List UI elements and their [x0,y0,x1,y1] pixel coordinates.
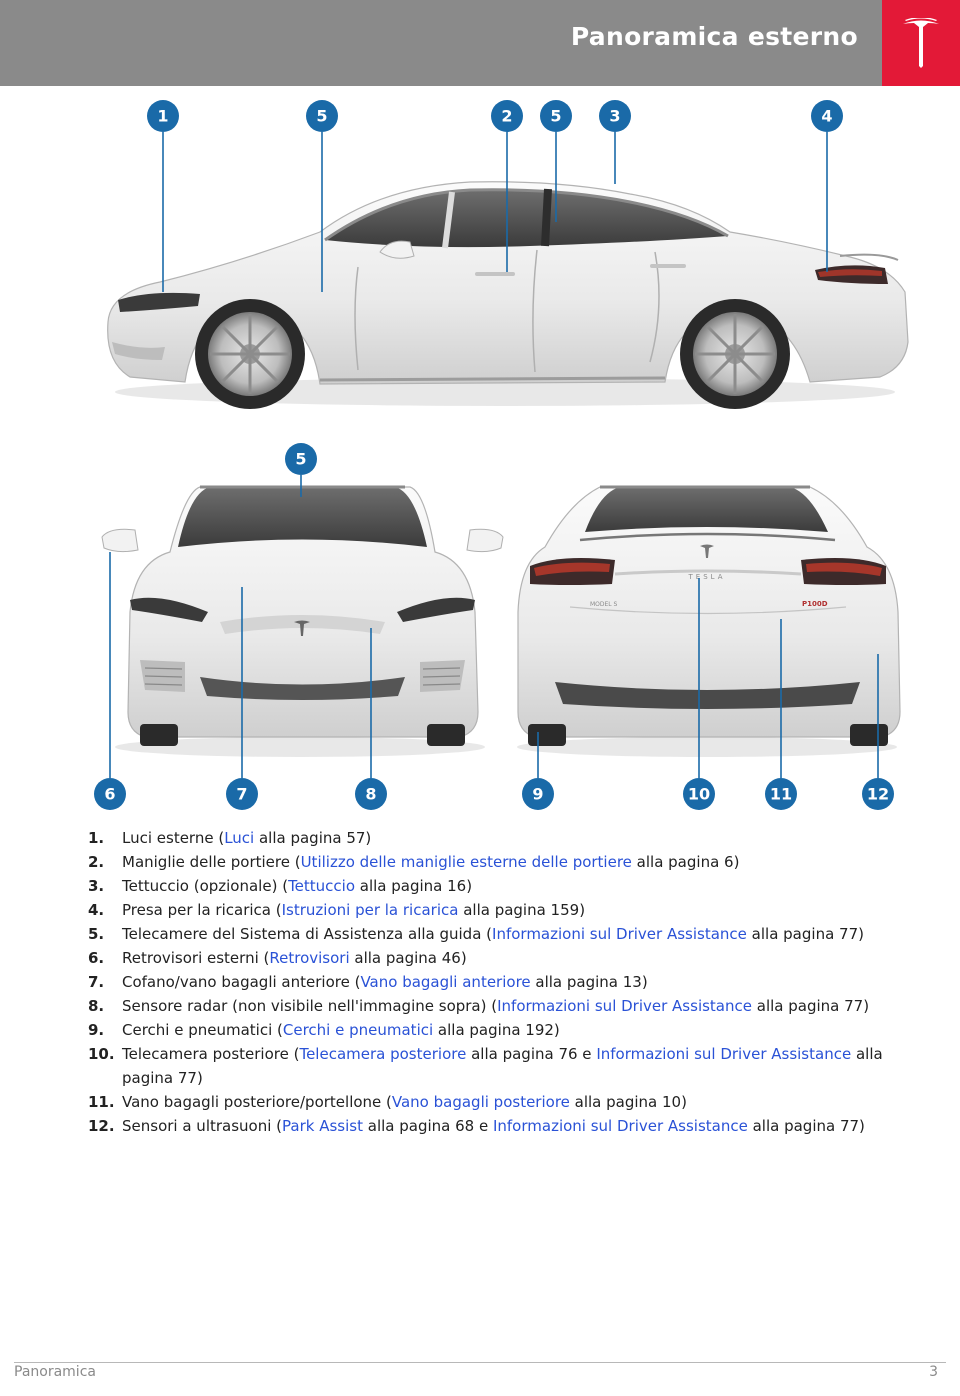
legend-item-text: alla pagina 13) [530,973,648,991]
legend-item-number: 6. [88,949,105,967]
page-header [0,0,960,86]
svg-text:4: 4 [821,106,833,126]
svg-text:6: 6 [104,784,116,804]
svg-text:7: 7 [236,784,248,804]
legend-cross-reference-link[interactable]: Retrovisori [269,949,350,967]
svg-text:8: 8 [365,784,377,804]
legend-item-text: alla pagina 10) [569,1093,687,1111]
front-callout [94,778,126,810]
svg-text:11: 11 [769,784,793,804]
legend-cross-reference-link[interactable]: Informazioni sul Driver Assistance [596,1045,852,1063]
side-callout [599,100,631,132]
legend-item [88,922,918,946]
legend-item-text: Tettuccio (opzionale) ( [122,877,289,895]
legend-item [88,994,918,1018]
rear-callout [862,778,894,810]
legend-item-text: Sensore radar (non visibile nell'immagine sopra) ( [122,997,498,1015]
rear-callout [522,778,554,810]
legend-item-text: Telecamere del Sistema di Assistenza alla guida ( [122,925,493,943]
legend-item-text: alla pagina 77) [751,997,870,1015]
legend-item-text: Telecamera posteriore ( [122,1045,300,1063]
legend-item-text: alla pagina 77) [746,925,864,943]
front-callout [285,443,317,475]
legend-cross-reference-link[interactable]: Informazioni sul Driver Assistance [492,925,747,943]
legend-item-number: 9. [88,1021,105,1039]
legend-cross-reference-link[interactable]: Luci [224,829,255,847]
svg-text:9: 9 [532,784,544,804]
svg-text:12: 12 [866,784,890,804]
legend-item-number: 5. [88,925,105,943]
page-title: Panoramica esterno [570,22,858,51]
legend-item-text: Sensori a ultrasuoni ( [122,1117,283,1135]
legend-item-number: 3. [88,877,105,895]
legend-item-number: 11. [88,1093,115,1111]
legend-item-number: 7. [88,973,105,991]
legend-item-text: alla pagina 77) [122,1045,883,1087]
legend-item-text: alla pagina 16) [355,877,473,895]
car-rear-view [517,487,900,757]
rear-callout [765,778,797,810]
legend-item-number: 8. [88,997,105,1015]
legend-item-number: 10. [88,1045,115,1063]
legend-item-text: Maniglie delle portiere ( [122,853,301,871]
legend-item-text: Luci esterne ( [122,829,225,847]
legend-item-text: Cofano/vano bagagli anteriore ( [122,973,361,991]
legend-item-number: 12. [88,1117,115,1135]
legend-item-text: alla pagina 68 e [362,1117,493,1135]
legend-item [88,1090,918,1114]
svg-text:TESLA: TESLA [688,573,726,581]
svg-text:10: 10 [687,784,711,804]
legend-item [88,826,918,850]
front-callout [355,778,387,810]
svg-text:P100D: P100D [802,600,828,608]
legend-cross-reference-link[interactable]: Informazioni sul Driver Assistance [492,1117,748,1135]
legend-item-text: Presa per la ricarica ( [122,901,282,919]
car-side-view [108,182,908,409]
tesla-logo-icon [901,18,941,68]
legend-item [88,970,918,994]
side-callout [147,100,179,132]
svg-text:5: 5 [316,106,328,126]
legend-item [88,874,918,898]
legend-item [88,850,918,874]
legend-item-number: 1. [88,829,105,847]
legend-cross-reference-link[interactable]: Utilizzo delle maniglie esterne delle portiere [300,853,632,871]
legend-item [88,946,918,970]
legend-item-text: alla pagina 57) [254,829,372,847]
footer-section-name: Panoramica [14,1364,96,1380]
tesla-logo [882,0,960,86]
rear-callout [683,778,715,810]
side-callout [491,100,523,132]
car-front-view [102,487,503,757]
legend-item-number: 4. [88,901,105,919]
legend-item-text: alla pagina 159) [458,901,586,919]
legend-item-text: alla pagina 6) [631,853,740,871]
side-callout [540,100,572,132]
legend-item-text: alla pagina 77) [747,1117,865,1135]
legend-item-text: alla pagina 192) [433,1021,560,1039]
legend-item [88,1018,918,1042]
svg-text:5: 5 [550,106,562,126]
exterior-overview-figure [90,92,920,822]
legend-cross-reference-link[interactable]: Vano bagagli anteriore [360,973,531,991]
legend-cross-reference-link[interactable]: Cerchi e pneumatici [282,1021,434,1039]
legend-cross-reference-link[interactable]: Park Assist [282,1117,363,1135]
legend-cross-reference-link[interactable]: Informazioni sul Driver Assistance [497,997,752,1015]
legend-item-number: 2. [88,853,105,871]
callout-legend-list [88,826,918,1138]
front-callout [226,778,258,810]
legend-item [88,1114,918,1138]
legend-item [88,1042,918,1090]
legend-item-text: alla pagina 46) [349,949,467,967]
svg-text:2: 2 [501,106,513,126]
legend-item-text: Retrovisori esterni ( [122,949,270,967]
legend-cross-reference-link[interactable]: Tettuccio [288,877,356,895]
side-callout [811,100,843,132]
legend-cross-reference-link[interactable]: Vano bagagli posteriore [391,1093,570,1111]
svg-text:5: 5 [295,449,307,469]
footer-page-number: 3 [929,1364,938,1380]
legend-item-text: alla pagina 76 e [466,1045,597,1063]
footer-divider [14,1362,946,1363]
legend-cross-reference-link[interactable]: Telecamera posteriore [299,1045,467,1063]
legend-item [88,898,918,922]
legend-cross-reference-link[interactable]: Istruzioni per la ricarica [281,901,459,919]
svg-text:MODEL S: MODEL S [590,601,618,608]
svg-text:3: 3 [609,106,621,126]
side-callout [306,100,338,132]
legend-item-text: Vano bagagli posteriore/portellone ( [122,1093,392,1111]
legend-item-text: Cerchi e pneumatici ( [122,1021,283,1039]
svg-text:1: 1 [157,106,169,126]
